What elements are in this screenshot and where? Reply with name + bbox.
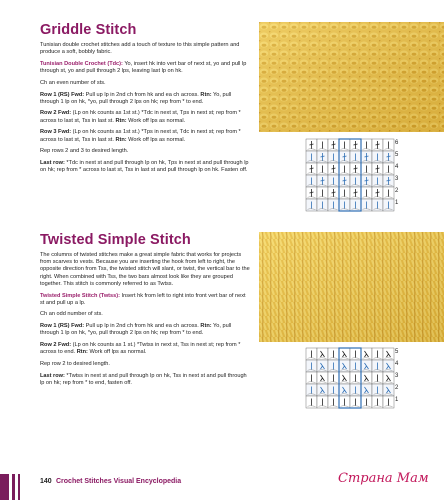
row-2-instruction (40, 110, 250, 124)
footer-accent-bar (18, 474, 20, 500)
row-3-instruction (40, 129, 250, 143)
chain-instruction: Ch an odd number of sts. (40, 311, 103, 318)
intro-text: The columns of twisted stitches make a great simple fabric that works for projects from scarves to vests. Because you are inserting the hook from left to right, the opposite direction from Tss, the twisted stitch will slant, or twist, the vertical bar to the right. When combined with Tss, the two bars almost look like they are grouped together. This stitch is commonly referred to as Twtss. (40, 252, 250, 287)
return-text: Yo, pull through 1 lp on hk, *yo, pull through 2 lps on hk; rep from * to end. (40, 91, 232, 105)
chart-row-label: 4 (395, 164, 399, 170)
chart-row-label: 5 (395, 349, 399, 355)
repeat-instruction: Rep row 2 to desired length. (40, 360, 110, 367)
return-text: Yo, pull through 1 lp on hk, *yo, pull through 2 lps on hk; rep from * to end. (40, 323, 232, 337)
return-text: Work off lps as normal. (87, 349, 147, 356)
return-label: Rtn: (200, 323, 212, 330)
stitch-definition (40, 293, 250, 307)
row-text: (Lp on hk counts as 1st st.) *Tdc in next st, Tps in next st; rep from * across to last st, Tss in last st. (40, 110, 241, 124)
chain-instruction: Ch an even number of sts. (40, 79, 106, 86)
chart-row-label: 1 (395, 397, 399, 403)
section-title-twisted: Twisted Simple Stitch (40, 232, 191, 248)
section-title-griddle: Griddle Stitch (40, 22, 137, 38)
twisted-swatch-photo (259, 232, 444, 342)
row-1-instruction (40, 323, 250, 337)
definition-label: Twisted Simple Stitch (Twtss): (40, 292, 120, 299)
griddle-instructions (40, 42, 250, 179)
footer-accent-bar (12, 474, 15, 500)
row-label: Row 1 (RS) Fwd: (40, 323, 85, 330)
chart-row-label: 4 (395, 361, 399, 367)
chart-row-label: 3 (395, 176, 399, 182)
row-text: Pull up lp in 2nd ch from hk and ea ch across. (84, 91, 201, 98)
chart-row-label: 2 (395, 188, 399, 194)
chart-row-label: 5 (395, 152, 399, 158)
return-text: Work off lps as normal. (126, 136, 186, 143)
row-text: (Lp on hk counts as 1 st.) *Twtss in next st, Tss in next st; rep from * across to end. (40, 342, 241, 356)
return-label: Rtn: (76, 349, 88, 356)
twisted-stitch-chart (304, 346, 408, 410)
stitch-definition (40, 61, 250, 75)
return-label: Rtn: (115, 117, 127, 124)
return-text: Work off lps as normal. (126, 117, 186, 124)
return-label: Rtn: (200, 91, 212, 98)
intro-text: Tunisian double crochet stitches add a touch of texture to this simple pattern and produce a soft, bobbly fabric. (40, 42, 240, 56)
row-label: Row 3 Fwd: (40, 129, 72, 136)
chart-row-label: 3 (395, 373, 399, 379)
repeat-instruction: Rep rows 2 and 3 to desired length. (40, 148, 129, 155)
definition-text: Yo, insert hk into vert bar of next st, yo and pull lp through st, yo and pull through 2 lps, leaving last lp on hk. (40, 60, 247, 75)
chart-row-label: 2 (395, 385, 399, 391)
row-label: Row 2 Fwd: (40, 342, 72, 349)
row-label: Row 1 (RS) Fwd: (40, 91, 85, 98)
row-text: *Tdc in next st and pull through lp on hk, Tps in next st and pull through lp on hk; rep from * across to last st, Tss in last st and pull through lp on hk. Fasten off. (40, 159, 249, 174)
definition-label: Tunisian Double Crochet (Tdc): (40, 60, 123, 67)
chart-row-label: 1 (395, 200, 399, 206)
griddle-swatch-photo (259, 22, 444, 132)
row-label: Last row: (40, 372, 65, 379)
row-2-instruction (40, 342, 250, 356)
row-text: Pull up lp in 2nd ch from hk and ea ch across. (84, 323, 201, 330)
row-label: Row 2 Fwd: (40, 110, 72, 117)
page-number: 140 (40, 478, 52, 485)
footer-accent-bar (0, 474, 9, 500)
last-row-instruction (40, 160, 250, 174)
book-title: Crochet Stitches Visual Encyclopedia (56, 478, 182, 485)
last-row-instruction (40, 373, 250, 387)
row-1-instruction (40, 92, 250, 106)
watermark: Страна Мам (338, 471, 429, 486)
chart-row-label: 6 (395, 140, 399, 146)
row-text: (Lp on hk counts as 1st st.) *Tps in next st, Tdc in next st; rep from * across to last st, Tss in last st. (40, 129, 241, 143)
twisted-instructions (40, 252, 250, 392)
return-label: Rtn: (115, 136, 127, 143)
griddle-stitch-chart (304, 137, 408, 213)
row-label: Last row: (40, 159, 65, 166)
row-text: *Twtss in next st and pull through lp on hk, Tss in next st and pull through lp on hk; rep from * to end, fasten off. (40, 372, 247, 386)
definition-text: Insert hk from left to right into front vert bar of next st and pull up a lp. (40, 292, 246, 306)
